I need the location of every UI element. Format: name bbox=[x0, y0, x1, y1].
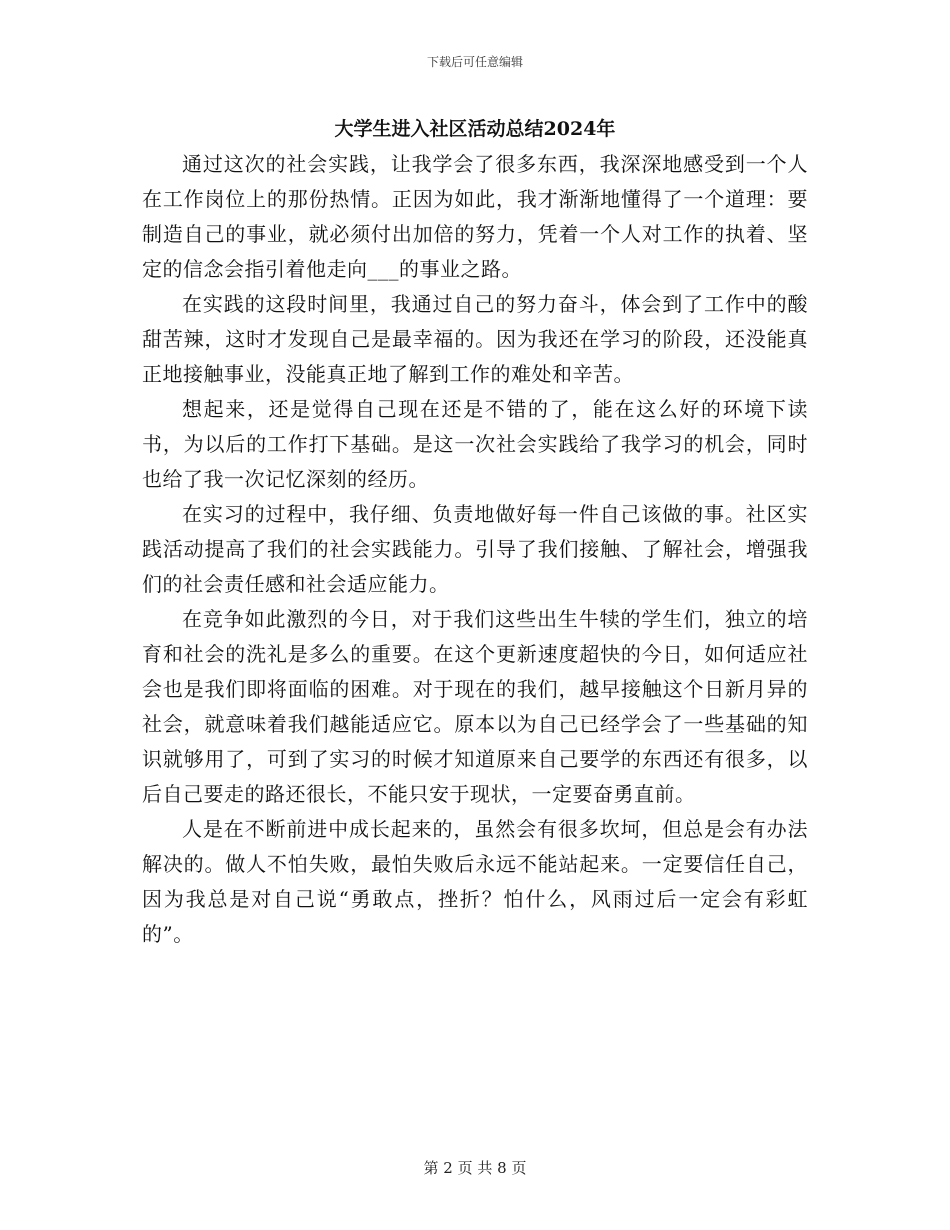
paragraph: 通过这次的社会实践，让我学会了很多东西，我深深地感受到一个人在工作岗位上的那份热情。正因为如此，我才渐渐地懂得了一个道理：要制造自己的事业，就必须付出加倍的努力，凭着一个人对工作的执着、坚定的信念会指引着他走向___的事业之路。 bbox=[142, 152, 808, 281]
paragraph: 在实践的这段时间里，我通过自己的努力奋斗，体会到了工作中的酸甜苦辣，这时才发现自己是最幸福的。因为我还在学习的阶段，还没能真正地接触事业，没能真正地了解到工作的难处和辛苦。 bbox=[142, 292, 808, 386]
paragraph: 在竞争如此激烈的今日，对于我们这些出生牛犊的学生们，独立的培育和社会的洗礼是多么的重要。在这个更新速度超快的今日，如何适应社会也是我们即将面临的困难。对于现在的我们，越早接触这个日新月异的社会，就意味着我们越能适应它。原本以为自己已经学会了一些基础的知识就够用了，可到了实习的时候才知道原来自己要学的东西还有很多，以后自己要走的路还很长，不能只安于现状，一定要奋勇直前。 bbox=[142, 607, 808, 806]
paragraph: 人是在不断前进中成长起来的，虽然会有很多坎坷，但总是会有办法解决的。做人不怕失败，最怕失败后永远不能站起来。一定要信任自己，因为我总是对自己说“勇敢点，挫折？怕什么，风雨过后一定会有彩虹的”。 bbox=[142, 817, 808, 946]
document-title: 大学生进入社区活动总结2024年 bbox=[334, 118, 616, 140]
page-number: 第 2 页 共 8 页 bbox=[423, 1159, 527, 1177]
paragraph: 在实习的过程中，我仔细、负责地做好每一件自己该做的事。社区实践活动提高了我们的社会实践能力。引导了我们接触、了解社会，增强我们的社会责任感和社会适应能力。 bbox=[142, 502, 808, 596]
header-note: 下载后可任意编辑 bbox=[426, 55, 523, 69]
paragraph: 想起来，还是觉得自己现在还是不错的了，能在这么好的环境下读书，为以后的工作打下基础。是这一次社会实践给了我学习的机会，同时也给了我一次记忆深刻的经历。 bbox=[142, 397, 808, 491]
document-body bbox=[142, 147, 808, 952]
